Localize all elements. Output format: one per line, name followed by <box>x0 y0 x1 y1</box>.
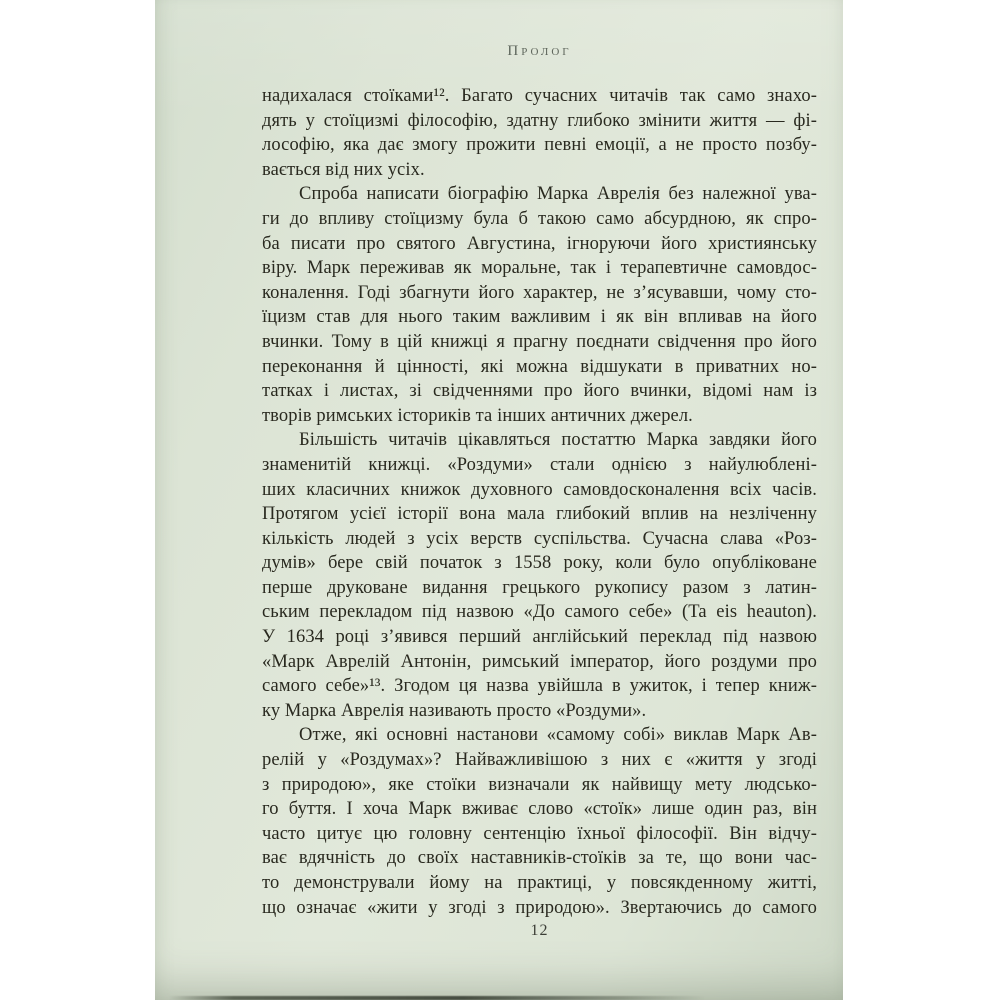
text-line: творів римських істориків та інших античних джерел. <box>262 405 693 426</box>
page-body <box>262 84 817 920</box>
text-line: дять у стоїцизмі філософію, здатну глибоко змінити життя — фі- <box>262 110 817 131</box>
text-line: перше друковане видання грецького рукопису разом з латин- <box>262 577 817 598</box>
text-line: релій у «Роздумах»? Найважливішою з них є «життя у згоді <box>262 750 817 771</box>
text-line: що означає «жити у згоді з природою». Звертаючись до самого <box>262 897 817 918</box>
text-line: го буття. І хоча Марк вживає слово «стоїк» лише один раз, він <box>262 799 817 820</box>
text-line: У 1634 році з’явився перший англійський переклад під назвою <box>262 627 817 648</box>
text-line: Спроба написати біографію Марка Аврелія без належної ува- <box>299 184 817 205</box>
page-bottom-edge <box>169 996 705 1000</box>
text-line: вається від них усіх. <box>262 159 425 180</box>
text-line: їцизм став для нього таким важливим і як він впливав на його <box>262 307 817 328</box>
text-line: Отже, які основні настанови «самому собі» виклав Марк Ав- <box>299 725 817 746</box>
text-line: лософію, яка дає змогу прожити певні емоції, а не просто позбу- <box>262 135 817 156</box>
text-line: думів» бере свій початок з 1558 року, коли було опубліковане <box>262 553 817 574</box>
text-line: ським перекладом під назвою «До самого себе» (Ta eis heauton). <box>262 602 817 623</box>
book-page <box>155 0 843 1000</box>
text-line: ба писати про святого Августина, ігноруючи його християнську <box>262 233 817 254</box>
text-line: ших класичних книжок духовного самовдосконалення всіх часів. <box>262 479 817 500</box>
text-line: то демонстрували йому на практиці, у повсякденному житті, <box>262 873 817 893</box>
text-line: ває вдячність до своїх наставників-стоїків за те, що вони час- <box>262 848 817 869</box>
paragraph <box>262 428 817 723</box>
text-line: коналення. Годі збагнути його характер, не з’ясувавши, чому сто- <box>262 282 817 303</box>
running-header: Пролог <box>507 43 572 59</box>
text-line: переконання й цінності, які можна відшукати в приватних но- <box>262 356 817 377</box>
paragraph <box>262 182 817 428</box>
text-line: часто цитує цю головну сентенцію їхньої філософії. Він відчу- <box>262 823 817 844</box>
text-line: самого себе»¹³. Згодом ця назва увійшла в ужиток, і тепер книж- <box>262 676 817 697</box>
text-line: вчинки. Тому в цій книжці я прагну поєднати свідчення про його <box>262 331 817 352</box>
paragraph <box>262 723 817 920</box>
text-line: знаменитій книжці. «Роздуми» стали однією з найулюблені- <box>262 454 817 475</box>
paragraph <box>262 84 817 182</box>
text-column <box>262 0 817 940</box>
text-line: татках і листах, зі свідченнями про його вчинки, відомі нам із <box>262 381 817 402</box>
text-line: ги до впливу стоїцизму була б такою само абсурдною, як спро- <box>262 208 817 229</box>
text-line: Протягом усієї історії вона мала глибокий вплив на незліченну <box>262 504 817 525</box>
text-line: віру. Марк переживав як моральне, так і терапевтичне самовдос- <box>262 258 817 279</box>
text-line: «Марк Аврелій Антонін, римський імператор, його роздуми про <box>262 651 817 672</box>
text-line: надихалася стоїками¹². Багато сучасних читачів так само знахо- <box>262 86 817 106</box>
text-line: ку Марка Аврелія називають просто «Роздуми». <box>262 700 647 721</box>
text-line: кількість людей з усіх верств суспільства. Сучасна слава «Роз- <box>262 528 817 549</box>
page-number: 12 <box>530 922 549 940</box>
text-line: Більшість читачів цікавляться постаттю Марка завдяки його <box>299 430 817 451</box>
text-line: з природою», яке стоїки визначали як найвищу мету людсько- <box>262 774 817 795</box>
